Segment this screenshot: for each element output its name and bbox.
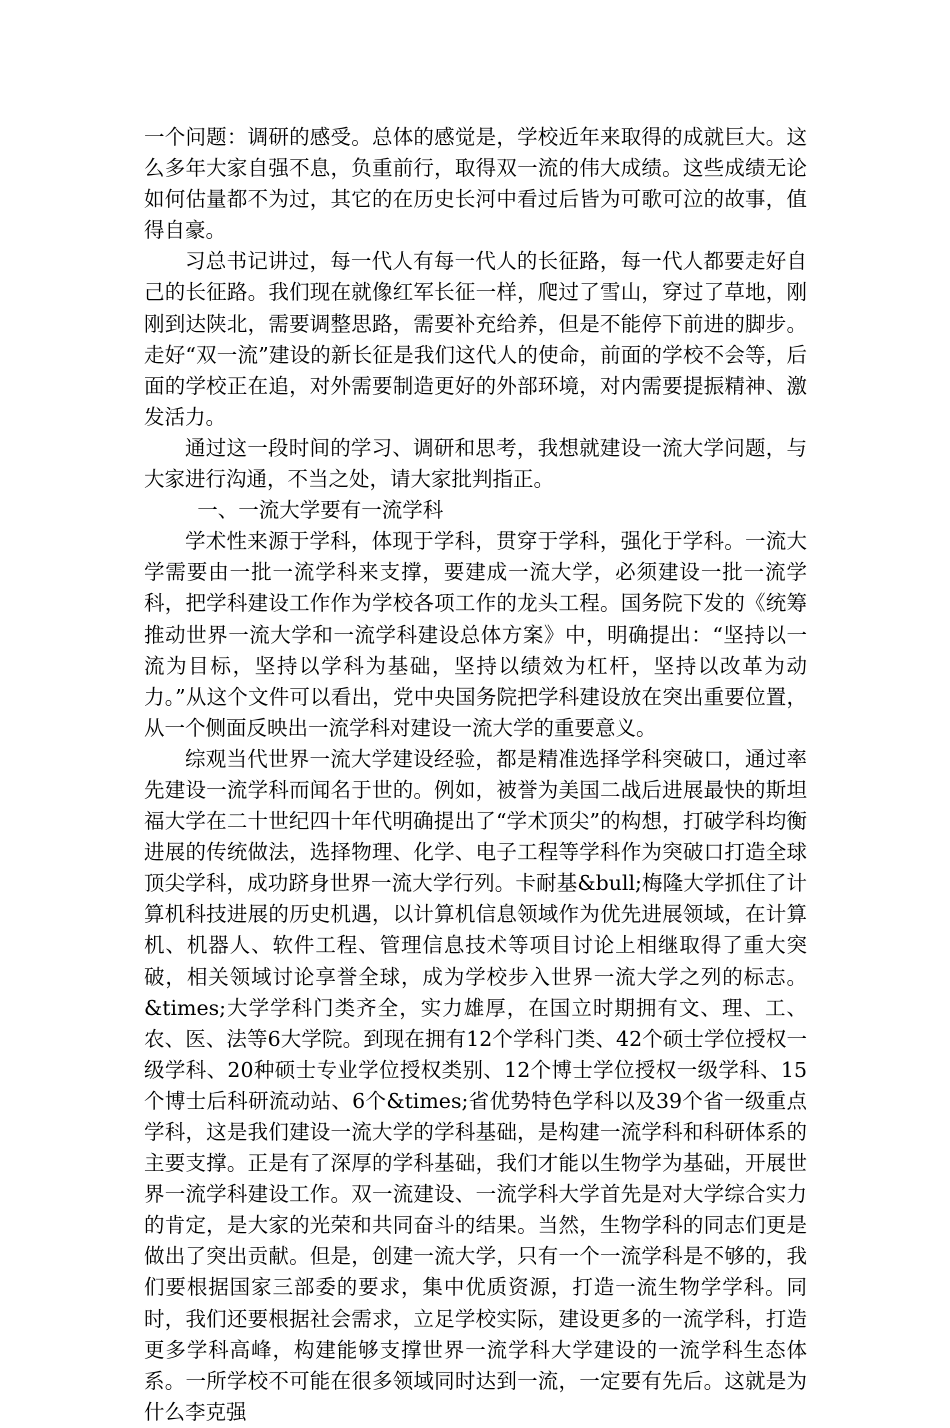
paragraph-world-experience: 综观当代世界一流大学建设经验，都是精准选择学科突破口，通过率先建设一流学科而闻名于世的。例如，被誉为美国二战后进展最快的斯坦福大学在二十世纪四十年代明确提出了“学术顶尖”的构想，打破学科均衡进展的传统做法，选择物理、化学、电子工程等学科作为突破口打造全球顶尖学科，成功跻身世界一流大学行列。卡耐基&bull;梅隆大学抓住了计算机科技进展的历史机遇，以计算机信息领域作为优先进展领域，在计算机、机器人、软件工程、管理信息技术等项目讨论上相继取得了重大突破，相关领域讨论享誉全球，成为学校步入世界一流大学之列的标志。&times;大学学科门类齐全，实力雄厚，在国立时期拥有文、理、工、农、医、法等6大学院。到现在拥有12个学科门类、42个硕士学位授权一级学科、20种硕士专业学位授权类别、12个博士学位授权一级学科、15个博士后科研流动站、6个&times;省优势特色学科以及39个省一级重点学科，这是我们建设一流大学的学科基础，是构建一流学科和科研体系的主要支撑。正是有了深厚的学科基础，我们才能以生物学为基础，开展世界一流学科建设工作。双一流建设、一流学科大学首先是对大学综合实力的肯定，是大家的光荣和共同奋斗的结果。当然，生物学科的同志们更是做出了突出贡献。但是，创建一流大学，只有一个一流学科是不够的，我们要根据国家三部委的要求，集中优质资源，打造一流生物学学科。同时，我们还要根据社会需求，立足学校实际，建设更多的一流学科，打造更多学科高峰，构建能够支撑世界一流学科大学建设的一流学科生态体系。一所学校不可能在很多领域同时达到一流，一定要有先后。这就是为什么李克强 bbox=[144, 746, 807, 1424]
paragraph-continuation: 一个问题：调研的感受。总体的感觉是，学校近年来取得的成就巨大。这么多年大家自强不息，负重前行，取得双一流的伟大成绩。这些成绩无论如何估量都不为过，其它的在历史长河中看过后皆为可歌可泣的故事，值得自豪。 bbox=[144, 125, 807, 243]
paragraph-intro: 通过这一段时间的学习、调研和思考，我想就建设一流大学问题，与大家进行沟通，不当之处，请大家批判指正。 bbox=[144, 435, 807, 492]
paragraph-discipline: 学术性来源于学科，体现于学科，贯穿于学科，强化于学科。一流大学需要由一批一流学科来支撑，要建成一流大学，必须建设一批一流学科，把学科建设工作作为学校各项工作的龙头工程。国务院下发的《统筹推动世界一流大学和一流学科建设总体方案》中，明确提出：“坚持以一流为目标，坚持以学科为基础，坚持以绩效为杠杆，坚持以改革为动力。”从这个文件可以看出，党中央国务院把学科建设放在突出重要位置，从一个侧面反映出一流学科对建设一流大学的重要意义。 bbox=[144, 529, 807, 740]
section-heading: 一、一流大学要有一流学科 bbox=[197, 498, 444, 523]
paragraph-long-march: 习总书记讲过，每一代人有每一代人的长征路，每一代人都要走好自己的长征路。我们现在就像红军长征一样，爬过了雪山，穿过了草地，刚刚到达陕北，需要调整思路，需要补充给养，但是不能停下前进的脚步。走好“双一流”建设的新长征是我们这代人的使命，前面的学校不会等，后面的学校正在追，对外需要制造更好的外部环境，对内需要提振精神、激发活力。 bbox=[144, 249, 807, 429]
document-body bbox=[144, 122, 807, 1428]
